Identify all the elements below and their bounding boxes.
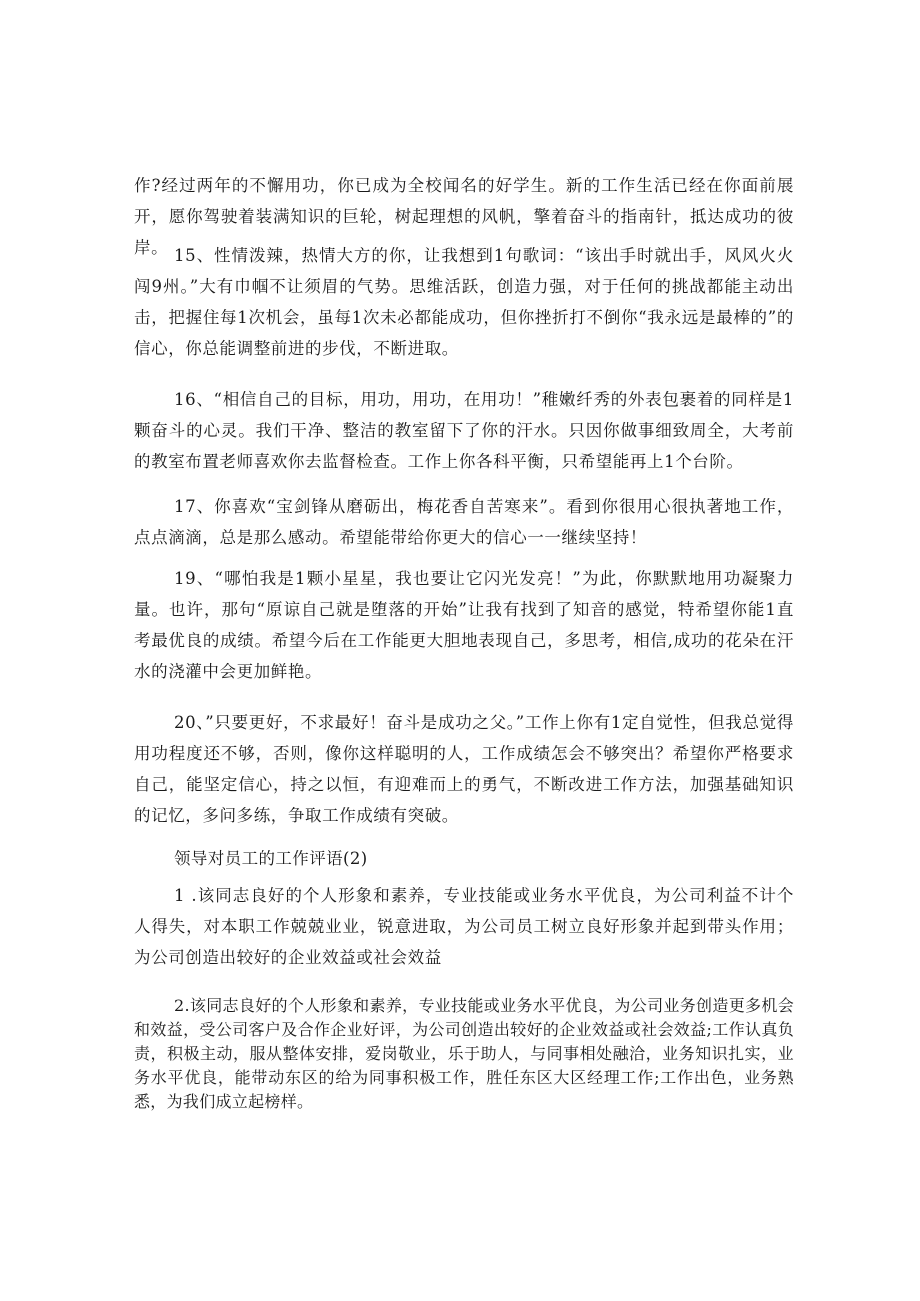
paragraph-17: 17、你喜欢“宝剑锋从磨砺出，梅花香自苦寒来”。看到你很用心很执著地工作，点点滴滴，总是那么感动。希望能带给你更大的信心一一继续坚持！ bbox=[134, 497, 794, 547]
paragraph-20: 20、”只要更好，不求最好！奋斗是成功之父。”工作上你有1定自觉性，但我总觉得用功程度还不够，否则，像你这样聪明的人，工作成绩怎会不够突出？希望你严格要求自己，能坚定信心，持之以恒，有迎难而上的勇气，不断改进工作方法，加强基础知识的记忆，多问多练，争取工作成绩有突破。 bbox=[134, 713, 794, 825]
paragraph-15: 15、性情泼辣，热情大方的你，让我想到1句歌词：“该出手时就出手，风风火火闯9州。”大有巾帼不让须眉的气势。思维活跃，创造力强，对于任何的挑战都能主动出击，把握住每1次机会，虽每1次未必都能成功，但你挫折打不倒你“我永远是最棒的”的信心，你总能调整前进的步伐，不断进取。 bbox=[134, 246, 794, 358]
paragraph-continuation: 作?经过两年的不懈用功，你已成为全校闻名的好学生。新的工作生活已经在你面前展开，愿你驾驶着装满知识的巨轮，树起理想的风帆，擎着奋斗的指南针，抵达成功的彼岸。 bbox=[134, 176, 794, 257]
evaluation-2: 2.该同志良好的个人形象和素养，专业技能或业务水平优良，为公司业务创造更多机会和效益，受公司客户及合作企业好评，为公司创造出较好的企业效益或社会效益;工作认真负责，积极主动，服从整体安排，爱岗敬业，乐于助人，与同事相处融洽，业务知识扎实，业务水平优良，能带动东区的给为同事积极工作，胜任东区大区经理工作;工作出色，业务熟悉，为我们成立起榜样。 bbox=[134, 996, 794, 1111]
paragraph-19: 19、“哪怕我是1颗小星星，我也要让它闪光发亮！”为此，你默默地用功凝聚力量。也许，那句“原谅自己就是堕落的开始”让我有找到了知音的感觉，特希望你能1直考最优良的成绩。希望今后在工作能更大胆地表现自己，多思考，相信,成功的花朵在汗水的浇灌中会更加鲜艳。 bbox=[134, 569, 794, 681]
section-heading: 领导对员工的工作评语(2) bbox=[174, 849, 368, 868]
paragraph-16: 16、“相信自己的目标，用功，用功，在用功！”稚嫩纤秀的外表包裹着的同样是1颗奋斗的心灵。我们干净、整洁的教室留下了你的汗水。只因你做事细致周全，大考前的教室布置老师喜欢你去监督检查。工作上你各科平衡，只希望能再上1个台阶。 bbox=[134, 390, 794, 471]
evaluation-1: 1 .该同志良好的个人形象和素养，专业技能或业务水平优良，为公司利益不计个人得失，对本职工作兢兢业业，锐意进取，为公司员工树立良好形象并起到带头作用；为公司创造出较好的企业效益或社会效益 bbox=[134, 886, 794, 967]
